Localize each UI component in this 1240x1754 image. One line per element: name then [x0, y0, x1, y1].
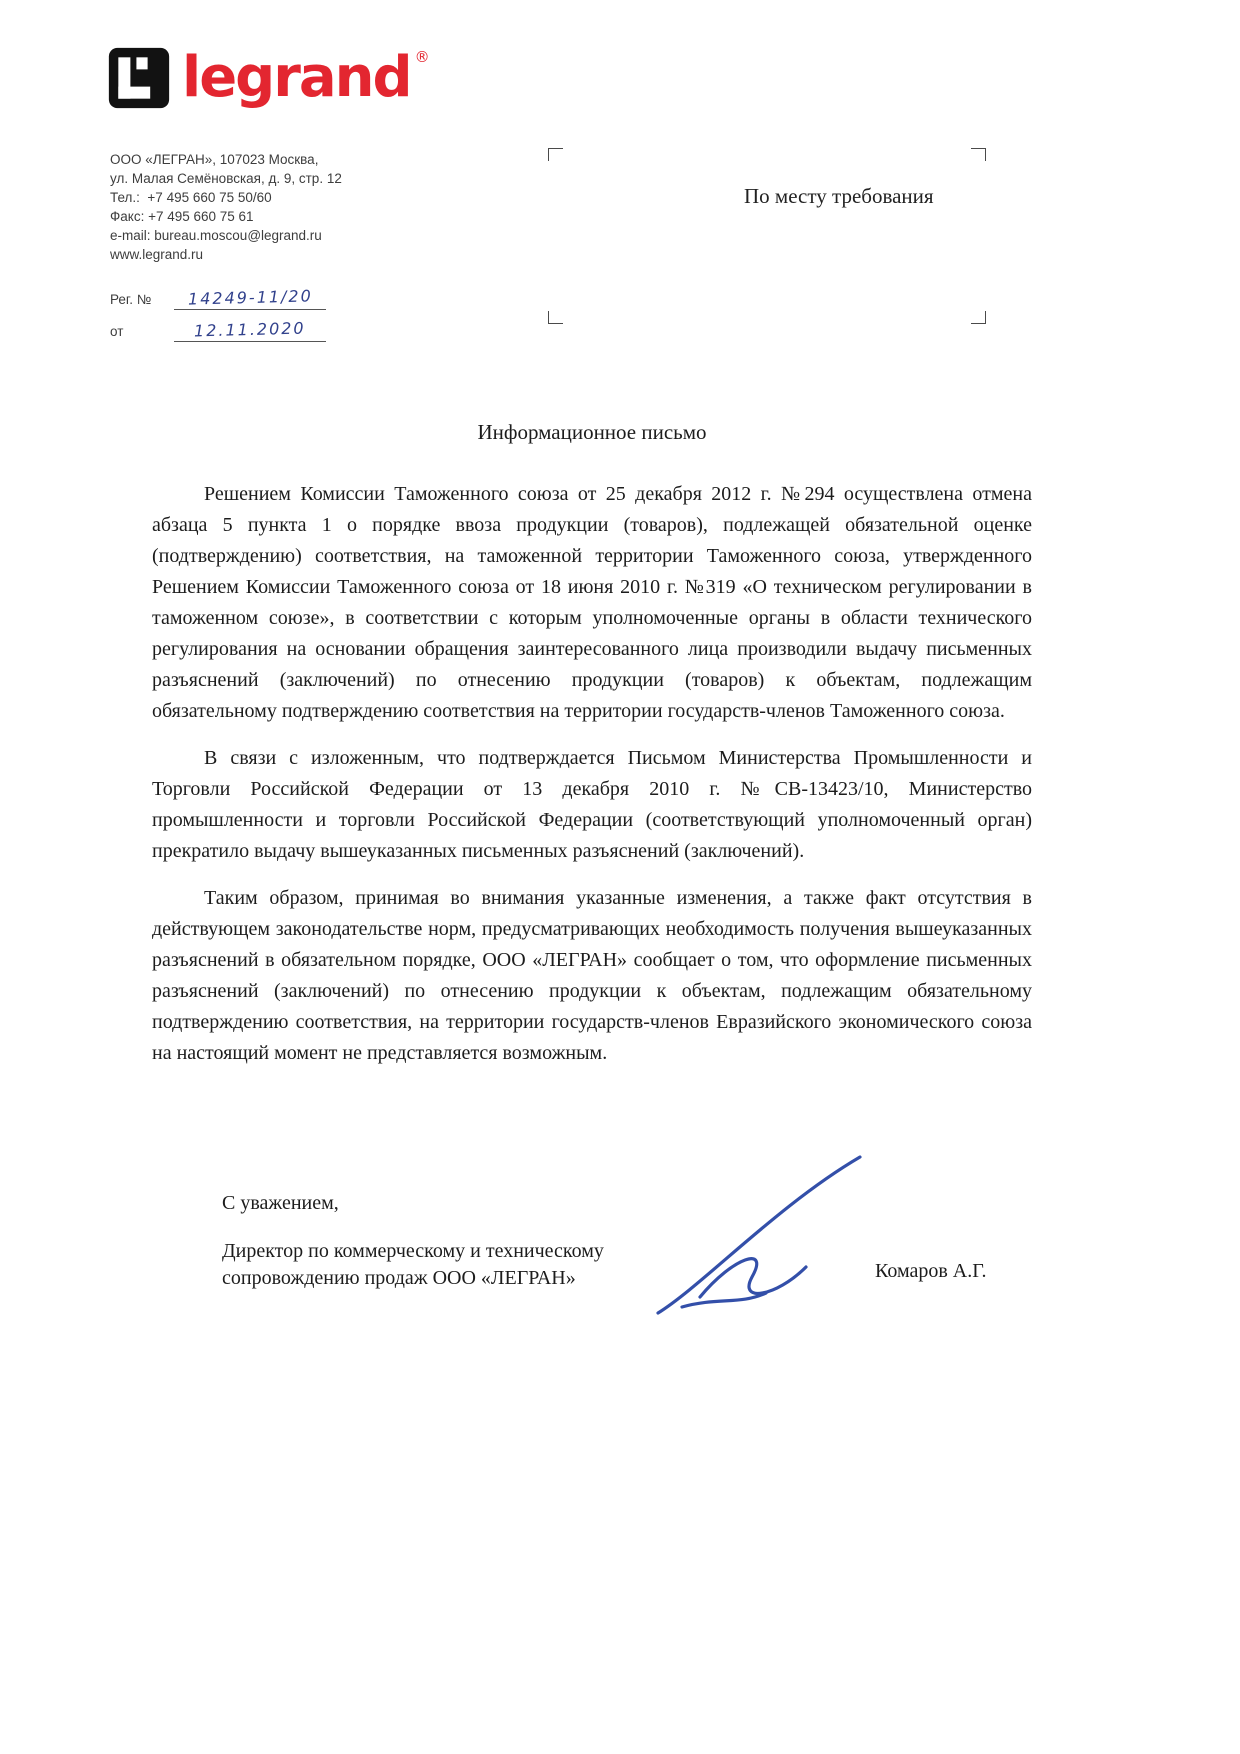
signer-name: Комаров А.Г. — [875, 1260, 987, 1282]
company-info-line: Факс: +7 495 660 75 61 — [110, 209, 254, 224]
corner-mark-top-right-icon — [971, 148, 986, 161]
letter-paragraph: Таким образом, принимая во внимания указанные изменения, а также факт отсутствия в действующем законодательстве норм, предусматривающих необходимость получения вышеуказанных разъяснений в обязательном порядке, ООО «ЛЕГРАН» сообщает о том, что оформление письменных разъяснений (заключений) по отнесению продукции к объектам, подлежащим обязательному подтверждению соответствия, на территории государств-членов Евразийского экономического союза на настоящий момент не представляется возможным. — [152, 887, 1032, 1064]
registered-trademark: ® — [414, 48, 430, 66]
reg-number-handwritten: 14249-11/20 — [187, 286, 313, 309]
legrand-logo-mark-icon — [108, 44, 170, 112]
letter-title: Информационное письмо — [477, 420, 707, 444]
reg-date-row — [110, 320, 326, 342]
reg-number-label: Рег. № — [110, 292, 152, 307]
registration-block — [110, 288, 326, 352]
letter-paragraph: В связи с изложенным, что подтверждается Письмом Министерства Промышленности и Торговли Российской Федерации от 13 декабря 2010 г. №СВ-13423/10, Министерство промышленности и торговли Российской Федерации (соответствующий уполномоченный орган) прекратило выдачу вышеуказанных письменных разъяснений (заключений). — [152, 747, 1032, 862]
address-window — [548, 148, 986, 324]
signature — [648, 1145, 878, 1325]
legrand-logo — [108, 44, 430, 112]
reg-number-row — [110, 288, 326, 310]
company-info-line: ул. Малая Семёновская, д. 9, стр. 12 — [110, 171, 342, 186]
company-info-line: e-mail: bureau.moscou@legrand.ru — [110, 228, 322, 243]
letter-body — [152, 420, 1032, 1085]
company-info-line: ООО «ЛЕГРАН», 107023 Москва, — [110, 152, 319, 167]
corner-mark-bottom-right-icon — [971, 311, 986, 324]
legrand-wordmark: legrand — [182, 45, 411, 110]
reg-date-label: от — [110, 324, 124, 339]
company-info-line: Тел.: +7 495 660 75 50/60 — [110, 190, 272, 205]
reg-date-line — [174, 320, 326, 342]
recipient-text: По месту требования — [744, 184, 934, 208]
reg-date-handwritten: 12.11.2020 — [193, 318, 307, 341]
letter-paragraph: Решением Комиссии Таможенного союза от 25 декабря 2012 г. №294 осуществлена отмена абзаца 5 пункта 1 о порядке ввоза продукции (товаров), подлежащей обязательной оценке (подтверждению) соответствия, на таможенной территории Таможенного союза, утвержденного Решением Комиссии Таможенного союза от 18 июня 2010 г. №319 «О техническом регулировании в таможенном союзе», в соответствии с которым уполномоченные органы в области технического регулирования на основании обращения заинтересованного лица производили выдачу письменных разъяснений (заключений) по отнесению продукции (товаров) к объектам, подлежащим обязательному подтверждению соответствия на территории государств-членов Таможенного союза. — [152, 483, 1032, 722]
corner-mark-top-left-icon — [548, 148, 563, 161]
company-info-line: www.legrand.ru — [110, 247, 204, 262]
reg-number-line — [174, 288, 326, 310]
closing-salutation: С уважением, — [222, 1192, 339, 1214]
company-info — [110, 150, 342, 264]
signer-role: Директор по коммерческому и техническому сопровождению продаж ООО «ЛЕГРАН» — [222, 1240, 604, 1289]
corner-mark-bottom-left-icon — [548, 311, 563, 324]
